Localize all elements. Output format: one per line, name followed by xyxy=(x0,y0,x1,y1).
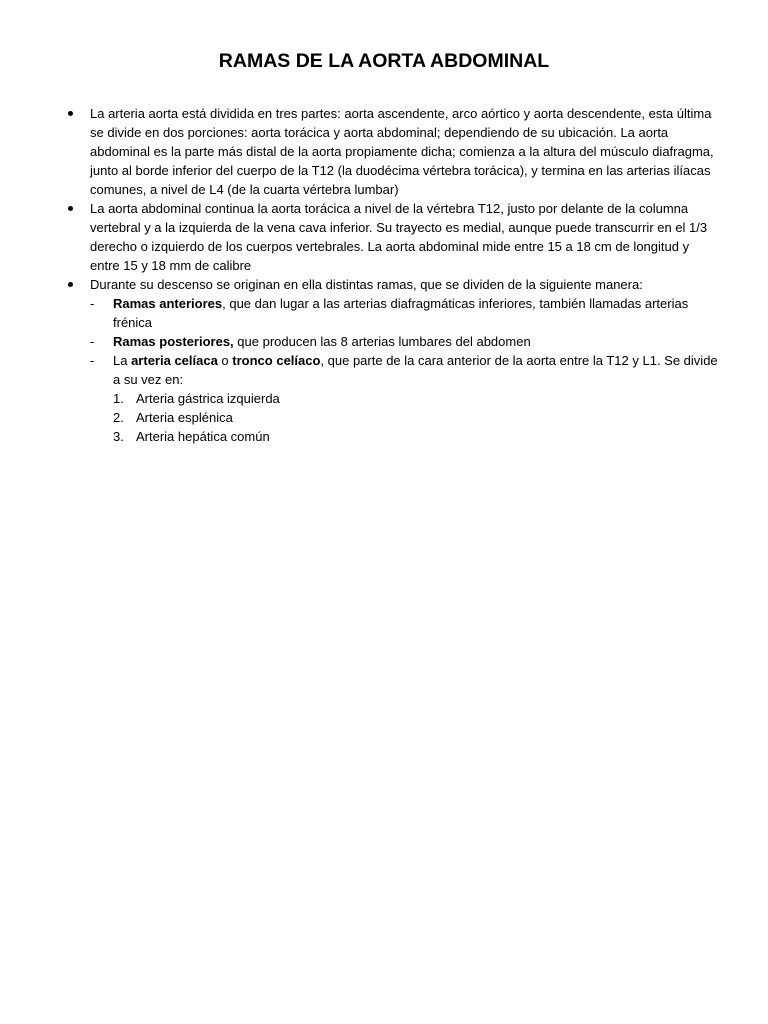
bullet-item xyxy=(67,275,722,446)
branch-anterior-label: Ramas anteriores xyxy=(113,296,223,311)
celiac-branch-label: Arteria gástrica izquierda xyxy=(136,391,280,406)
branch-posterior-text: que producen las 8 arterias lumbares del abdomen xyxy=(233,334,531,349)
bullet-text: La aorta abdominal continua la aorta torácica a nivel de la vértebra T12, justo por delante de la columna vertebral y a la izquierda de la vena cava inferior. Su trayecto es medial, aunque puede transcurrir en el 1/3 derecho o izquierdo de los cuerpos vertebrales. La aorta abdominal mide entre 15 a 18 cm de longitud y entre 15 y 18 mm de calibre xyxy=(90,201,708,273)
bullet-icon xyxy=(68,282,73,287)
celiac-branch-item xyxy=(113,427,722,446)
celiac-branch-item xyxy=(113,389,722,408)
dash-marker: - xyxy=(90,296,95,311)
bullet-item xyxy=(67,199,722,275)
branch-list xyxy=(90,294,722,446)
branch-celiac-label: arteria celíaca xyxy=(131,353,218,368)
branch-celiac-text: , que parte de la cara anterior de la aorta entre la T12 y L1. Se divide a su vez en: xyxy=(113,353,718,387)
dash-marker: - xyxy=(90,334,95,349)
list-number: 3. xyxy=(113,429,124,444)
list-number: 1. xyxy=(113,391,124,406)
document-body xyxy=(67,104,722,446)
celiac-branch-list xyxy=(113,389,722,446)
list-number: 2. xyxy=(113,410,124,425)
celiac-branch-label: Arteria esplénica xyxy=(136,410,233,425)
bullet-icon xyxy=(68,111,73,116)
branch-celiac-middle: o xyxy=(217,353,233,368)
branch-celiac-alt-label: tronco celíaco xyxy=(232,353,321,368)
bullet-text: La arteria aorta está dividida en tres partes: aorta ascendente, arco aórtico y aorta descendente, esta última se divide en dos porciones: aorta torácica y aorta abdominal; dependiendo de su ubicación. La aorta abdominal es la parte más distal de la aorta propiamente dicha; comienza a la altura del músculo diafragma, junto al borde inferior del cuerpo de la T12 (la duodécima vértebra torácica), y termina en las arterias ilíacas comunes, a nivel de L4 (de la cuarta vértebra lumbar) xyxy=(90,106,714,197)
document-title: RAMAS DE LA AORTA ABDOMINAL xyxy=(218,50,550,72)
celiac-branch-label: Arteria hepática común xyxy=(136,429,270,444)
dash-marker: - xyxy=(90,353,95,368)
branch-celiac-prefix: La xyxy=(113,353,132,368)
branch-posterior-label: Ramas posteriores, xyxy=(113,334,234,349)
bullet-item xyxy=(67,104,722,199)
branch-item-anterior xyxy=(90,294,722,332)
bullet-text: Durante su descenso se originan en ella distintas ramas, que se dividen de la siguiente manera: xyxy=(90,277,643,292)
branch-anterior-text: , que dan lugar a las arterias diafragmáticas inferiores, también llamadas arterias frénica xyxy=(113,296,689,330)
branch-item-celiac xyxy=(90,351,722,446)
branch-item-posterior xyxy=(90,332,722,351)
celiac-branch-item xyxy=(113,408,722,427)
bullet-icon xyxy=(68,206,73,211)
